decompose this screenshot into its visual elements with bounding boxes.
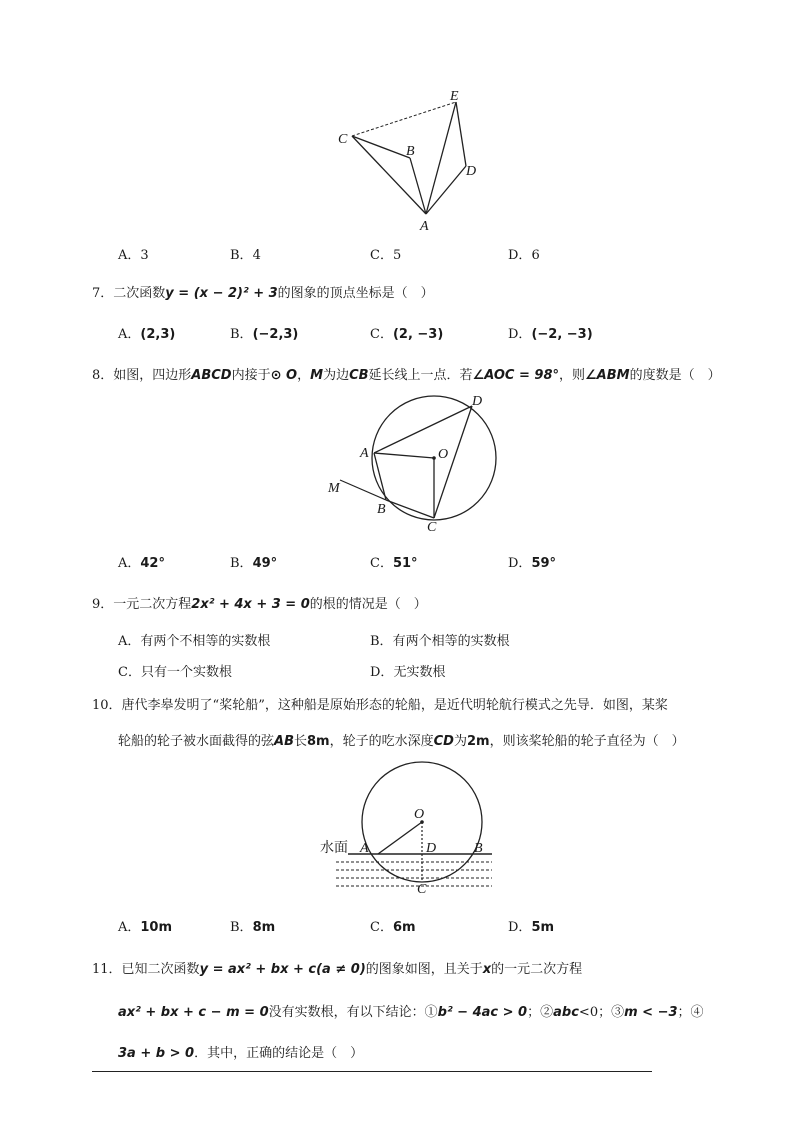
stem-text: ；④ xyxy=(677,1005,704,1020)
option-value: 49° xyxy=(252,556,278,571)
option-key: D． xyxy=(508,920,532,935)
math-expression: CB xyxy=(349,368,369,383)
q8-stem xyxy=(92,364,721,383)
q6-option-b[interactable] xyxy=(230,244,261,263)
q6-option-c[interactable] xyxy=(370,244,401,263)
math-expression: ∠AOC = 98° xyxy=(472,368,559,383)
q10-option-c[interactable] xyxy=(370,916,416,935)
math-expression: 3a + b > 0 xyxy=(118,1046,195,1061)
math-expression: b² − 4ac > 0 xyxy=(437,1005,528,1020)
q10-line-oa xyxy=(378,822,422,854)
q10-option-d[interactable] xyxy=(508,916,554,935)
stem-text: 的图象如图，且关于 xyxy=(365,962,483,977)
stem-text: ， xyxy=(297,368,311,383)
q7-option-b[interactable] xyxy=(230,323,298,342)
q8-figure xyxy=(322,392,502,532)
stem-text: 轮船的轮子被水面截得的弦 xyxy=(118,734,275,749)
q6-line-cb xyxy=(352,136,410,158)
option-value: 有两个相等的实数根 xyxy=(392,634,510,649)
q8-label-o: O xyxy=(438,447,449,462)
q6-figure xyxy=(330,88,490,236)
q6-option-d[interactable] xyxy=(508,244,540,263)
q8-line-ad xyxy=(374,406,472,453)
question-number: 7． xyxy=(92,286,114,301)
q10-label-a: A xyxy=(360,841,369,856)
question-number: 8． xyxy=(92,368,114,383)
q10-label-o: O xyxy=(414,807,425,822)
option-value: (−2, −3) xyxy=(531,327,593,342)
stem-text: 长 xyxy=(294,734,308,749)
stem-text: 的度数是（ ） xyxy=(629,368,721,383)
question-number: 11． xyxy=(92,962,122,977)
stem-text: 如图，四边形 xyxy=(113,368,192,383)
option-key: C． xyxy=(118,665,141,680)
q9-option-a[interactable] xyxy=(118,630,270,649)
option-value: 5m xyxy=(531,920,555,935)
question-number: 10． xyxy=(92,698,122,713)
option-key: A． xyxy=(118,248,141,263)
option-value: 42° xyxy=(140,556,165,571)
option-value: 6m xyxy=(392,920,416,935)
math-expression: M xyxy=(310,368,324,383)
stem-text: 的一元二次方程 xyxy=(491,962,583,977)
math-expression: ABCD xyxy=(191,368,232,383)
stem-text: 一元二次方程 xyxy=(113,597,192,612)
option-key: A． xyxy=(118,556,141,571)
q9-option-c[interactable] xyxy=(118,661,232,680)
math-expression: abc xyxy=(553,1005,579,1020)
q9-option-d[interactable] xyxy=(370,661,445,680)
q7-option-c[interactable] xyxy=(370,323,443,342)
option-value: 51° xyxy=(392,556,418,571)
stem-text: <0；③ xyxy=(578,1005,625,1020)
q10-option-a[interactable] xyxy=(118,916,172,935)
stem-text: ．其中，正确的结论是（ ） xyxy=(194,1046,364,1061)
option-key: A． xyxy=(118,327,141,342)
q11-stem-line3 xyxy=(118,1042,363,1061)
option-key: B． xyxy=(230,327,253,342)
q10-stem-line2 xyxy=(118,730,685,749)
question-number: 9． xyxy=(92,597,114,612)
math-expression: ⊙ O xyxy=(270,368,298,383)
option-key: C． xyxy=(370,920,393,935)
q7-stem xyxy=(92,282,434,301)
option-value: 无实数根 xyxy=(393,665,446,680)
stem-text: 二次函数 xyxy=(113,286,166,301)
q8-label-d: D xyxy=(472,394,483,409)
q8-center-dot xyxy=(432,456,436,460)
q9-stem xyxy=(92,593,427,612)
option-key: C． xyxy=(370,327,393,342)
q8-label-m: M xyxy=(328,481,340,496)
q7-option-d[interactable] xyxy=(508,323,593,342)
stem-text: 为边 xyxy=(323,368,350,383)
stem-text: 内接于 xyxy=(231,368,271,383)
q7-option-a[interactable] xyxy=(118,323,175,342)
stem-text: 唐代李皋发明了“桨轮船”，这种船是原始形态的轮船，是近代明轮航行模式之先导．如图，某桨 xyxy=(121,698,668,713)
q8-label-a: A xyxy=(360,446,369,461)
math-expression: x xyxy=(482,962,492,977)
option-key: C． xyxy=(370,248,393,263)
math-expression: ∠ABM xyxy=(585,368,630,383)
stem-text: 延长线上一点．若 xyxy=(368,368,473,383)
option-key: B． xyxy=(230,920,253,935)
q11-stem-line2 xyxy=(118,1001,704,1020)
math-expression: CD xyxy=(433,734,454,749)
stem-text: 已知二次函数 xyxy=(121,962,200,977)
q8-line-mb xyxy=(340,480,386,500)
stem-text: ，轮子的吃水深度 xyxy=(329,734,434,749)
q8-label-c: C xyxy=(427,520,437,532)
q6-label-e: E xyxy=(450,89,459,104)
stem-text: ；② xyxy=(527,1005,554,1020)
q8-option-b[interactable] xyxy=(230,552,277,571)
q10-option-b[interactable] xyxy=(230,916,275,935)
q6-label-c: C xyxy=(338,132,348,147)
q6-line-ea xyxy=(426,102,456,214)
option-value: 8m xyxy=(252,920,276,935)
option-value: 3 xyxy=(140,248,149,263)
option-key: D． xyxy=(508,248,532,263)
q10-stem-line1 xyxy=(92,694,668,713)
math-expression: m < −3 xyxy=(624,1005,678,1020)
option-key: C． xyxy=(370,556,393,571)
q10-label-water: 水面 xyxy=(320,841,348,856)
option-value: 10m xyxy=(140,920,173,935)
q10-label-d: D xyxy=(426,841,437,856)
q10-label-b: B xyxy=(474,841,483,856)
q11-stem-line1 xyxy=(92,958,582,977)
q6-label-a: A xyxy=(420,219,429,234)
option-key: B． xyxy=(230,556,253,571)
q8-line-ab xyxy=(374,453,386,500)
stem-text: 为 xyxy=(453,734,467,749)
option-key: D． xyxy=(508,556,532,571)
stem-text: ，则该桨轮船的轮子直径为（ ） xyxy=(489,734,685,749)
q10-figure xyxy=(316,758,506,896)
option-key: A． xyxy=(118,634,141,649)
option-value: 59° xyxy=(531,556,557,571)
math-expression: 2m xyxy=(466,734,490,749)
stem-text: ，则 xyxy=(559,368,586,383)
option-key: D． xyxy=(508,327,532,342)
math-expression: AB xyxy=(274,734,294,749)
q8-label-b: B xyxy=(377,502,386,517)
option-key: B． xyxy=(370,634,393,649)
q8-option-c[interactable] xyxy=(370,552,418,571)
option-value: 有两个不相等的实数根 xyxy=(140,634,271,649)
option-value: 5 xyxy=(392,248,402,263)
math-expression: 8m xyxy=(307,734,330,749)
q8-line-dc xyxy=(434,406,472,518)
option-value: 6 xyxy=(531,248,540,263)
q10-label-c: C xyxy=(417,882,427,896)
stem-text: 没有实数根，有以下结论：① xyxy=(268,1005,438,1020)
math-expression: 2x² + 4x + 3 = 0 xyxy=(191,597,310,612)
q6-label-d: D xyxy=(466,164,477,179)
math-expression: y = ax² + bx + c(a ≠ 0) xyxy=(199,962,366,977)
q6-line-ed xyxy=(456,102,466,166)
q8-option-d[interactable] xyxy=(508,552,556,571)
option-value: (2, −3) xyxy=(392,327,444,342)
math-expression: y = (x − 2)² + 3 xyxy=(165,286,278,301)
option-key: B． xyxy=(230,248,253,263)
q6-label-b: B xyxy=(406,144,415,159)
option-value: (2,3) xyxy=(140,327,176,342)
q6-dashed-ce xyxy=(352,102,456,136)
option-key: A． xyxy=(118,920,141,935)
option-value: 4 xyxy=(252,248,261,263)
stem-text: 的图象的顶点坐标是（ ） xyxy=(277,286,434,301)
q8-line-ao xyxy=(374,453,434,458)
q6-option-a[interactable] xyxy=(118,244,149,263)
q9-option-b[interactable] xyxy=(370,630,510,649)
option-value: 只有一个实数根 xyxy=(140,665,232,680)
math-expression: ax² + bx + c − m = 0 xyxy=(118,1005,269,1020)
footer-divider xyxy=(92,1071,652,1072)
option-key: D． xyxy=(370,665,394,680)
option-value: (−2,3) xyxy=(252,327,299,342)
stem-text: 的根的情况是（ ） xyxy=(309,597,427,612)
q8-option-a[interactable] xyxy=(118,552,165,571)
